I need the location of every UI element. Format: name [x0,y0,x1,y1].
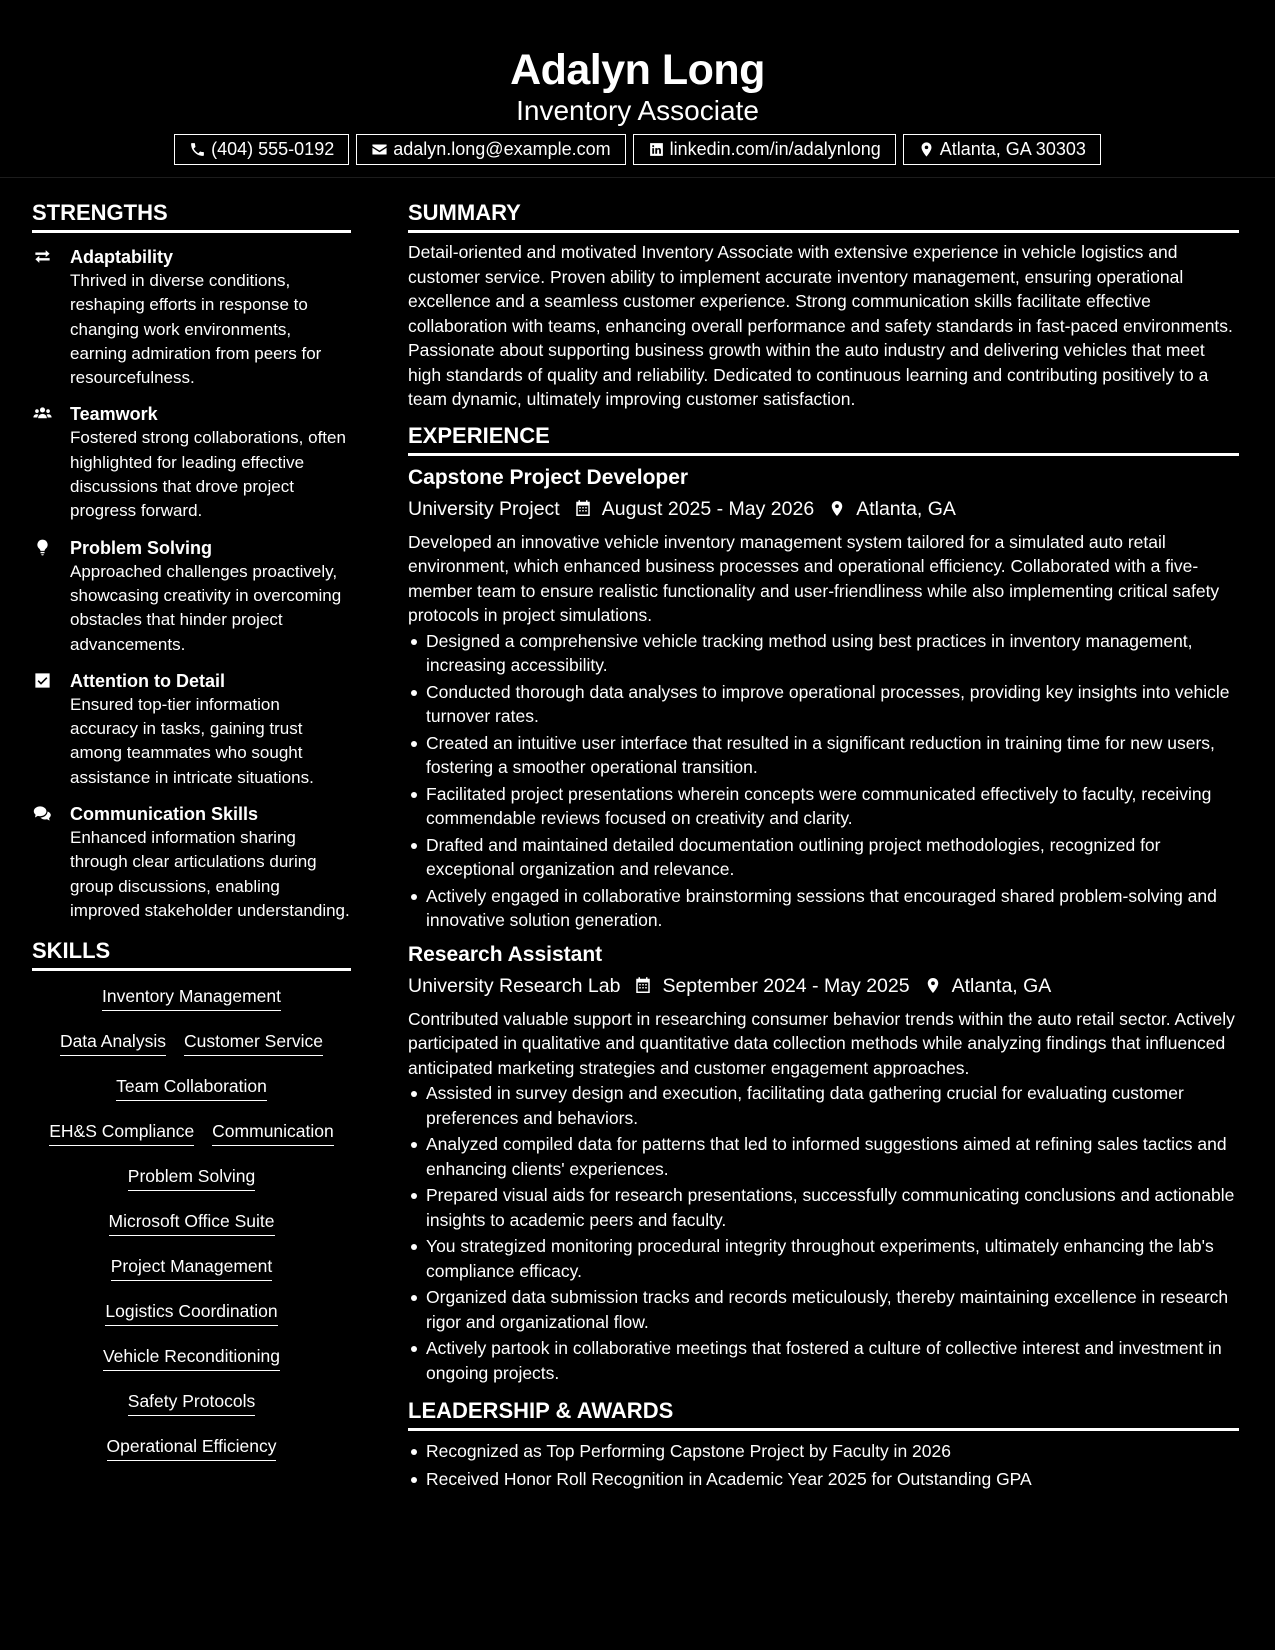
contact-email-text: adalyn.long@example.com [393,139,611,159]
list-item: Prepared visual aids for research presentations, successfully communicating conclusions and actionable insights to academic peers and faculty. [408,1183,1239,1232]
strength-title: Problem Solving [70,537,213,558]
job-bullets [408,1081,1239,1385]
list-item: You strategized monitoring procedural integrity throughout experiments, ultimately enhancing the lab's compliance efficacy. [408,1234,1239,1283]
left-column [32,199,351,1476]
job-meta [408,494,1239,524]
skill-tag: Logistics Coordination [105,1296,277,1326]
skills-heading: SKILLS [32,937,351,971]
strength-title: Adaptability [70,247,174,267]
strength-desc: Fostered strong collaborations, often highlighted for leading effective discussions that drove project progress forward. [70,428,346,521]
skill-tag: Communication [212,1116,334,1146]
list-item: Recognized as Top Performing Capstone Project by Faculty in 2026 [408,1439,1239,1464]
list-item: Received Honor Roll Recognition in Academic Year 2025 for Outstanding GPA [408,1467,1239,1492]
strength-title: Attention to Detail [70,670,225,691]
list-item: Drafted and maintained detailed documentation outlining project methodologies, recognized for exceptional organization and relevance. [408,833,1239,882]
exchange-icon [32,247,53,266]
contact-email[interactable] [356,134,625,165]
skill-tag: Operational Efficiency [107,1431,277,1461]
skill-tag: Project Management [111,1251,272,1281]
job-org: University Project [408,497,560,520]
strength-item [32,536,351,657]
job-entry [408,940,1239,1386]
list-item: Organized data submission tracks and records meticulously, thereby maintaining excellence in research rigor and organizational flow. [408,1285,1239,1334]
resume-header [0,0,1275,178]
skill-tag: Customer Service [184,1026,323,1056]
list-item: Facilitated project presentations wherein concepts were communicated effectively to faculty, receiving commendable reviews focused on creativity and clarity. [408,782,1239,831]
contact-linkedin-text: linkedin.com/in/adalynlong [669,139,881,159]
skills-section [32,937,351,1476]
skill-tag: Data Analysis [60,1026,166,1056]
job-entry [408,463,1239,933]
map-marker-icon [924,976,942,995]
job-meta [408,971,1239,1001]
strength-item [32,245,351,390]
candidate-role: Inventory Associate [516,95,759,126]
list-item: Assisted in survey design and execution, facilitating data gathering crucial for evaluating customer preferences and behaviors. [408,1081,1239,1130]
leadership-section [408,1397,1239,1491]
users-icon [32,404,53,423]
job-dates: August 2025 - May 2026 [601,497,815,520]
job-location: Atlanta, GA [856,497,956,520]
job-location: Atlanta, GA [951,974,1052,997]
list-item: Actively partook in collaborative meetings that fostered a culture of collective interest and investment in ongoing projects. [408,1336,1239,1385]
candidate-name: Adalyn Long [510,46,765,94]
contact-location-text: Atlanta, GA 30303 [939,139,1086,159]
job-description: Developed an innovative vehicle inventory management system tailored for a simulated auto retail environment, which enhanced business processes and operational efficiency. Collaborated with a five-member team to ensure realistic functionality and user-friendliness while also implementing critical safety protocols in project simulations. [408,531,1220,625]
job-title: Research Assistant [408,942,603,966]
strength-desc: Approached challenges proactively, showcasing creativity in overcoming obstacles that hinder project advancements. [70,561,342,654]
strength-desc: Thrived in diverse conditions, reshaping efforts in response to changing work environments, earning admiration from peers for resourcefulness. [70,271,322,388]
summary-section [408,199,1239,412]
job-dates: September 2024 - May 2025 [662,974,910,997]
job-org: University Research Lab [408,974,621,997]
contact-linkedin[interactable] [633,134,896,165]
strength-item [32,802,351,923]
list-item: Created an intuitive user interface that resulted in a significant reduction in training time for new users, fostering a smoother operational transition. [408,731,1239,780]
summary-heading: SUMMARY [408,199,1239,233]
skill-tag: Problem Solving [128,1161,255,1191]
leadership-list [408,1439,1239,1491]
strength-desc: Enhanced information sharing through clear articulations during group discussions, enabling improved stakeholder understanding. [70,828,350,920]
job-bullets [408,629,1239,933]
list-item: Actively engaged in collaborative brainstorming sessions that encouraged shared problem-solving and innovative solution generation. [408,884,1239,933]
map-marker-icon [828,499,846,518]
calendar-icon [574,499,592,518]
list-item: Analyzed compiled data for patterns that led to informed suggestions aimed at refining sales tactics and enhancing clients' experiences. [408,1132,1239,1181]
experience-section [408,422,1239,1386]
list-item: Designed a comprehensive vehicle tracking method using best practices in inventory management, increasing accessibility. [408,629,1239,678]
contact-phone [174,134,349,165]
skill-tag: Microsoft Office Suite [109,1206,275,1236]
lightbulb-icon [32,538,53,557]
map-marker-icon [918,141,935,158]
skill-tag: Vehicle Reconditioning [103,1341,280,1371]
linkedin-icon [648,141,665,158]
strength-title: Communication Skills [70,804,259,825]
summary-text: Detail-oriented and motivated Inventory Associate with extensive experience in vehicle logistics and customer service. Proven ability to implement accurate inventory management, ensuring operational excellence and a seamless customer experience. Strong communication skills facilitate effective collaboration with teams, enhancing overall performance and safety standards in fast-paced environments. Passionate about supporting business growth within the auto industry and delivering vehicles that meet high standards of quality and reliability. Dedicated to continuous learning and contributing positively to a team dynamic, ultimately improving customer satisfaction. [408,242,1233,409]
skill-tag: EH&S Compliance [49,1116,194,1146]
job-description: Contributed valuable support in researching consumer behavior trends within the auto retail sector. Actively participated in qualitative and quantitative data collection methods while analyzing findings that influenced anticipated marketing strategies and customer engagement approaches. [408,1008,1235,1078]
right-column [408,199,1239,1494]
strength-desc: Ensured top-tier information accuracy in tasks, gaining trust among teammates who sought assistance in intricate situations. [70,694,314,787]
skill-tag: Team Collaboration [116,1071,267,1101]
strength-item [32,669,351,790]
strengths-heading: STRENGTHS [32,199,351,233]
skill-tag: Safety Protocols [128,1386,255,1416]
job-title: Capstone Project Developer [408,465,689,489]
strength-item [32,402,351,523]
calendar-icon [634,976,652,995]
strengths-section [32,199,351,923]
list-item: Conducted thorough data analyses to improve operational processes, providing key insights into vehicle turnover rates. [408,680,1239,729]
contact-phone-text: (404) 555-0192 [211,139,335,159]
contact-location [903,134,1101,165]
comments-icon [32,804,53,823]
phone-icon [189,141,206,158]
envelope-icon [371,141,388,158]
leadership-heading: LEADERSHIP & AWARDS [408,1397,1239,1431]
experience-heading: EXPERIENCE [408,422,1239,456]
check-square-icon [32,671,53,690]
strength-title: Teamwork [70,404,158,425]
skill-tag: Inventory Management [102,981,281,1011]
contact-bar [0,134,1275,165]
